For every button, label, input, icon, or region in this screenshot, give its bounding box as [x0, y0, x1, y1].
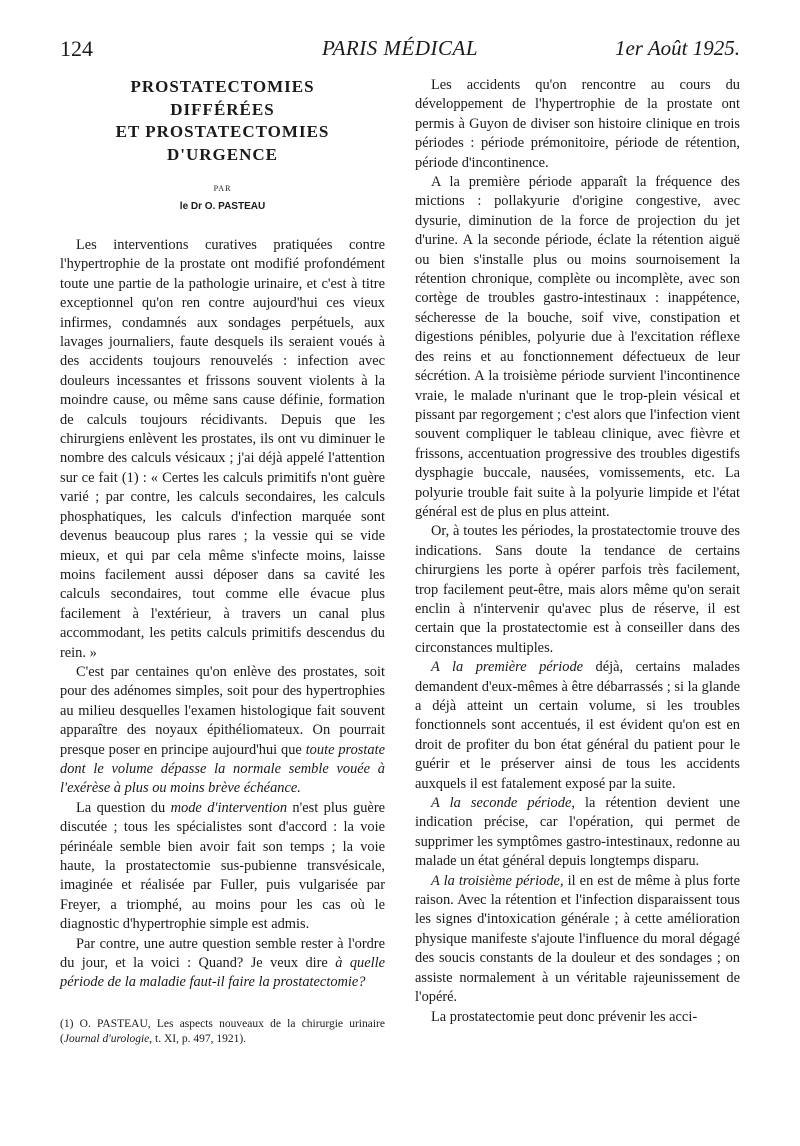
title-line: ET PROSTATECTOMIES	[115, 122, 330, 141]
footnote-journal: Journal d'urologie	[63, 1032, 150, 1045]
paragraph: La question du mode d'intervention n'est plus guère discutée ; tous les spécialistes sont d'accord : la voie périnéale semble bien avoir fait son temps ; la voie haute, la prostatectomie sus-pubienne transvésicale, imaginée et réalisée par Fuller, puis vulgarisée par Freyer, a triomphé, au moins pour les cas où le diagnostic d'hypertrophie simple est admis.	[60, 799, 385, 933]
issue-date: 1er Août 1925.	[614, 36, 740, 60]
paragraph: Les accidents qu'on rencontre au cours du développement de l'hypertrophie de la prostate ont permis à Guyon de diviser son histoire clinique en trois périodes : période prémonitoire, période de rétention, période d'incontinence.	[415, 77, 740, 171]
emphasis: toute prostate dont le volume dépasse la normale semble vouée à l'exérèse à plus ou moins brève échéance.	[60, 741, 385, 797]
title-line: DIFFÉRÉES	[170, 99, 275, 119]
journal-title: PARIS MÉDICAL	[321, 36, 478, 60]
article-title	[60, 76, 385, 166]
running-header	[60, 36, 740, 68]
title-line: D'URGENCE	[166, 144, 278, 164]
paragraph: La prostatectomie peut donc prévenir les acci-	[431, 1008, 698, 1025]
author: le Dr O. PASTEAU	[179, 201, 266, 212]
title-line: PROSTATECTOMIES	[130, 77, 315, 96]
emphasis: A la seconde période	[431, 795, 572, 812]
paragraph: A la première période apparaît la fréquence des mictions : pollakyurie d'origine congestive, avec dysurie, diminution de la force de projection du jet d'urine. A la seconde période, éclate la rétention aiguë ou bien s'installe plus ou moins sournoisement la rétention chronique, complète ou incomplète, avec son cortège de troubles gastro-intestinaux : inappétence, sécheresse de la bouche, soif vive, constipation et digestions pénibles, polyurie due à l'excitation réflexe des reins et au fonctionnement défectueux de leur sécrétion. A la troisième période survient l'incontinence vraie, le malade n'urinant que le trop-plein vésical et pissant par regorgement ; c'est alors que l'infection vient souvent compliquer le tableau clinique, avec fièvre et frissons, accentuation progressive des troubles digestifs dysphagie buccale, nausées, vomissements, etc. La polyurie trouble fait suite à la polyurie limpide et l'état général est de plus en plus atteint.	[415, 174, 740, 520]
paragraph: A la première période déjà, certains malades demandent d'eux-mêmes à être débarrassés ; si la glande a déjà atteint un certain volume, si les troubles fonctionnels sont accentués, il est évident qu'on est en droit de profiter du bon état général du patient pour le guérir et le préserver ainsi de tous les accidents auxquels il est fatalement exposé par la suite.	[415, 659, 740, 792]
left-column	[60, 76, 385, 1047]
paragraph: Les interventions curatives pratiquées contre l'hypertrophie de la prostate ont modifié profondément toute une partie de la pathologie urinaire, et c'est à titre exceptionnel qu'on ren contre aujourd'hui ces vieux infirmes, condamnés aux sondages perpétuels, aux lavages journaliers, faute desquels ils seraient voués à des accidents toujours renouvelés : infection avec douleurs incessantes et frissons souvent violents à la moindre cause, ou même sans cause définie, formation de calculs toujours récidivants. Depuis que les chirurgiens enlèvent les prostates, ils ont vu diminuer le nombre des calculs vésicaux ; j'ai déjà appelé l'attention sur ce fait (1) : « Certes les calculs primitifs n'ont guère varié ; par contre, les calculs secondaires, les calculs phosphatiques, les calculs d'infection marquée sont devenus beaucoup plus rares ; la vessie qui se vide mieux, et qui par cela même s'infecte moins, laisse moins facilement aussi déposer dans sa cavité les calculs secondaires, tout comme elle évacue plus facilement à l'extérieur, à travers un canal plus accommodant, les petits calculs primitifs descendus du rein. »	[60, 237, 385, 661]
right-column	[415, 76, 740, 1027]
paragraph: C'est par centaines qu'on enlève des prostates, soit pour des adénomes simples, soit pour des hypertrophies au milieu desquelles l'examen histologique fait souvent apparaître des noyaux épithéliomateux. On pourrait presque poser en principe aujourd'hui que toute prostate dont le volume dépasse la normale semble vouée à l'exérèse à plus ou moins brève échéance.	[60, 663, 385, 797]
emphasis: mode d'intervention	[170, 799, 288, 816]
byline: PAR	[213, 184, 232, 193]
emphasis: à quelle période de la maladie faut-il faire la prostatectomie?	[60, 955, 385, 991]
emphasis: A la troisième période	[431, 872, 560, 889]
emphasis: A la première période	[431, 659, 584, 676]
page-number: 124	[60, 36, 93, 61]
paragraph: A la seconde période, la rétention devient une indication précise, car l'opération, qui permet de supprimer les symptômes gastro-intestinaux, redonne au malade un état général depuis longtemps disparu.	[415, 795, 741, 870]
paragraph: Par contre, une autre question semble rester à l'ordre du jour, et la voici : Quand? Je veux dire à quelle période de la maladie faut-il faire la prostatectomie?	[60, 935, 385, 991]
paragraph: Or, à toutes les périodes, la prostatectomie trouve des indications. Sans doute la tendance de certains chirurgiens les porte à opérer parfois très facilement, trop facilement peut-être, mais alors même qu'on serait enclin à n'intervenir qu'avec plus de réserve, il est certain que la prostatectomie est à conseiller dans des circonstances multiples.	[415, 523, 740, 656]
footnote: (1) O. PASTEAU, Les aspects nouveaux de la chirurgie urinaire (Journal d'urologie, t. XI, p. 497, 1921).	[60, 1017, 385, 1045]
paragraph: A la troisième période, il en est de même à plus forte raison. Avec la rétention et l'infection disparaissent tous les signes d'intoxication générale ; à cette amélioration physique manifeste s'ajoute l'influence du moral dégagé des soucis constants de la douleur et des sondages ; on assiste normalement à un véritable rajeunissement de l'opéré.	[415, 872, 740, 1006]
